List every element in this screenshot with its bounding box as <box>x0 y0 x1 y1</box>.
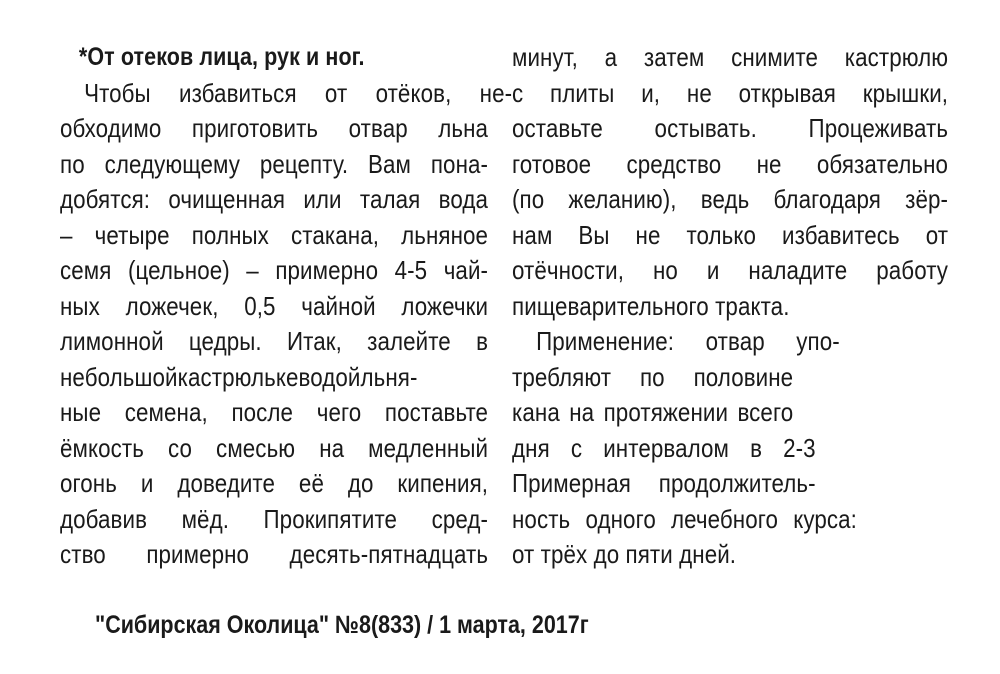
text-line: добавив мёд. Прокипятите сред- <box>60 503 489 534</box>
text-line: Чтобы избавиться от отёков, не- <box>84 77 513 108</box>
text-line: ные семена, после чего поставьте <box>60 397 489 427</box>
text-line: ность одного лечебного курса: <box>512 503 857 534</box>
text-line: (по желанию), ведь благодаря зёр- <box>512 184 949 214</box>
left-column <box>60 40 513 573</box>
text-line: требляют по половине <box>512 361 794 392</box>
text-line: нам Вы не только избавитесь от <box>512 219 949 250</box>
text-line: пищеварительного тракта. <box>512 290 790 321</box>
text-line: дня с интервалом в 2-3 <box>512 432 816 463</box>
text-line: Применение: отвар упо- <box>536 326 840 356</box>
source-citation: "Сибирская Околица" №8(833) / 1 марта, 2017г <box>95 611 589 639</box>
text-line: небольшойкастрюлькеводойльня- <box>60 361 418 392</box>
text-line: с плиты и, не открывая крышки, <box>512 77 949 108</box>
text-line: Примерная продолжитель- <box>512 468 816 498</box>
text-line: от трёх до пяти дней. <box>512 539 737 569</box>
text-line: минут, а затем снимите кастрюлю <box>512 42 949 72</box>
text-line: огонь и доведите её до кипения, <box>60 468 489 498</box>
text-line: ёмкость со смесью на медленный <box>60 432 489 463</box>
article-heading: *От отеков лица, рук и ног. <box>78 43 365 71</box>
text-line: – четыре полных стакана, льняное <box>60 219 489 250</box>
text-line: отёчности, но и наладите работу <box>512 255 949 285</box>
text-line: ство примерно десять-пятнадцать <box>60 539 489 569</box>
text-line: оставьте остывать. Процеживать <box>512 113 949 143</box>
text-line: готовое средство не обязательно <box>512 148 949 179</box>
text-line: семя (цельное) – примерно 4-5 чай- <box>60 255 489 285</box>
text-line: кана на протяжении всего <box>512 397 794 427</box>
text-line: по следующему рецепту. Вам пона- <box>60 148 489 179</box>
text-line: ных ложечек, 0,5 чайной ложечки <box>60 290 489 321</box>
right-column <box>512 40 948 573</box>
text-line: добятся: очищенная или талая вода <box>60 184 489 214</box>
text-line: лимонной цедры. Итак, залейте в <box>60 326 489 356</box>
text-line: обходимо приготовить отвар льна <box>60 113 489 143</box>
